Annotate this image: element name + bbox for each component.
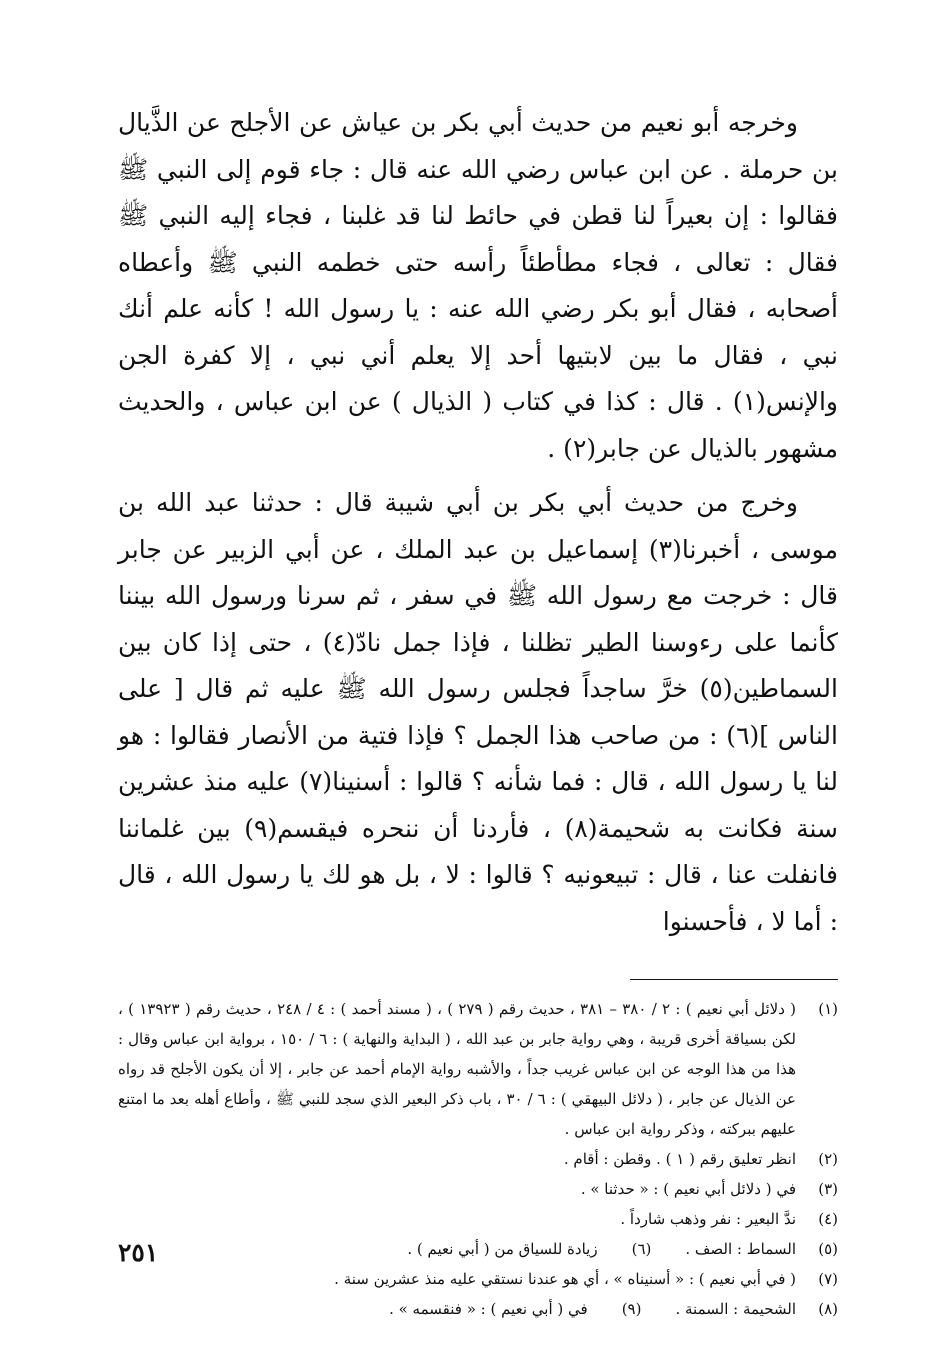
footnotes [118,994,838,1324]
footnote-number: (٦) [631,1240,652,1258]
footnote-number: (٢) [818,1150,838,1168]
footnote-text: الشحيمة : السمنة . [675,1300,796,1318]
footnote-number: (٣) [818,1180,838,1198]
page-number: ٢٥١ [118,1238,159,1267]
footnote-text: ( دلائل أبي نعيم ) : ٢ / ٣٨٠ – ٣٨١ ، حديث رقم ( ٢٧٩ ) ، ( مسند أحمد ) : ٤ / ٢٤٨ ، حديث رقم ( ١٣٩٢٣ ) ، لكن بسياقة أخرى قريبة ، وهي رواية جابر بن عبد الله ، ( البداية والنهاية ) : ٦ / ١٥٠ ، برواية ابن عباس وقال : هذا من هذا الوجه عن ابن عباس غريب جداً ، والأشبه رواية الإمام أحمد عن جابر ، إلا أن يكون الأجلح قد رواه عن الذيال عن جابر ، ( دلائل البيهقي ) : ٦ / ٣٠ ، باب ذكر البعير الذي سجد للنبي ﷺ ، وأطاع أهله بعد ما امتنع عليهم ببركته ، وذكر رواية ابن عباس . [118,1000,797,1138]
footnote [118,1294,838,1324]
footnote-text: في ( أبي نعيم ) : « فنقسمه » . [389,1300,588,1318]
footnote-number: (٩) [621,1300,642,1318]
footnote-text: ندَّ البعير : نفر وذهب شارداً . [620,1210,796,1228]
footnote-text: انظر تعليق رقم ( ١ ) . وقطن : أقام . [563,1150,796,1168]
footnote-number: (١) [818,1000,838,1018]
footnote-text: في ( دلائل أبي نعيم ) : « حدثنا » . [580,1180,796,1198]
footnote [118,1204,838,1234]
footnote-text: ( في أبي نعيم ) : « أسنيناه » ، أي هو عندنا نستقي عليه منذ عشرين سنة . [334,1270,796,1288]
footnote [118,1234,838,1264]
footnote [118,1264,838,1294]
footnote-text: السماط : الصف . [685,1240,796,1258]
footnote-number: (٧) [818,1270,838,1288]
footnote [118,994,838,1144]
footnote-text: زيادة للسياق من ( أبي نعيم ) . [407,1240,598,1258]
page-body [118,100,838,1324]
footnote [118,1174,838,1204]
footnote-number: (٥) [818,1240,838,1258]
footnote-number: (٨) [818,1300,838,1318]
paragraph-1: وخرجه أبو نعيم من حديث أبي بكر بن عياش عن الأجلح عن الذَّيال بن حرملة . عن ابن عباس رضي الله عنه قال : جاء قوم إلى النبي ﷺ فقالوا : إن بعيراً لنا قطن في حائط لنا قد غلبنا ، فجاء إليه النبي ﷺ فقال : تعالى ، فجاء مطأطئاً رأسه حتى خطمه النبي ﷺ وأعطاه أصحابه ، فقال أبو بكر رضي الله عنه : يا رسول الله ! كأنه علم أنك نبي ، فقال ما بين لابتيها أحد إلا يعلم أني نبي ، إلا كفرة الجن والإنس(١) . قال : كذا في كتاب ( الذيال ) عن ابن عباس ، والحديث مشهور بالذيال عن جابر(٢) . [118,108,838,463]
paragraph-2: وخرج من حديث أبي بكر بن أبي شيبة قال : حدثنا عبد الله بن موسى ، أخبرنا(٣) إسماعيل بن عبد الملك ، عن أبي الزبير عن جابر قال : خرجت مع رسول الله ﷺ في سفر ، ثم سرنا ورسول الله بيننا كأنما على رءوسنا الطير تظلنا ، فإذا جمل نادّ(٤) ، حتى إذا كان بين السماطين(٥) خرَّ ساجداً فجلس رسول الله ﷺ عليه ثم قال [ على الناس ](٦) : من صاحب هذا الجمل ؟ فإذا فتية من الأنصار فقالوا : هو لنا يا رسول الله ، قال : فما شأنه ؟ قالوا : أسنينا(٧) عليه منذ عشرين سنة فكانت به شحيمة(٨) ، فأردنا أن ننحره فيقسم(٩) بين غلماننا فانفلت عنا ، قال : تبيعونيه ؟ قالوا : لا ، بل هو لك يا رسول الله ، قال : أما لا ، فأحسنوا [118,488,839,936]
footnote [118,1144,838,1174]
footnote-separator [630,979,838,980]
footnote-number: (٤) [818,1210,838,1228]
